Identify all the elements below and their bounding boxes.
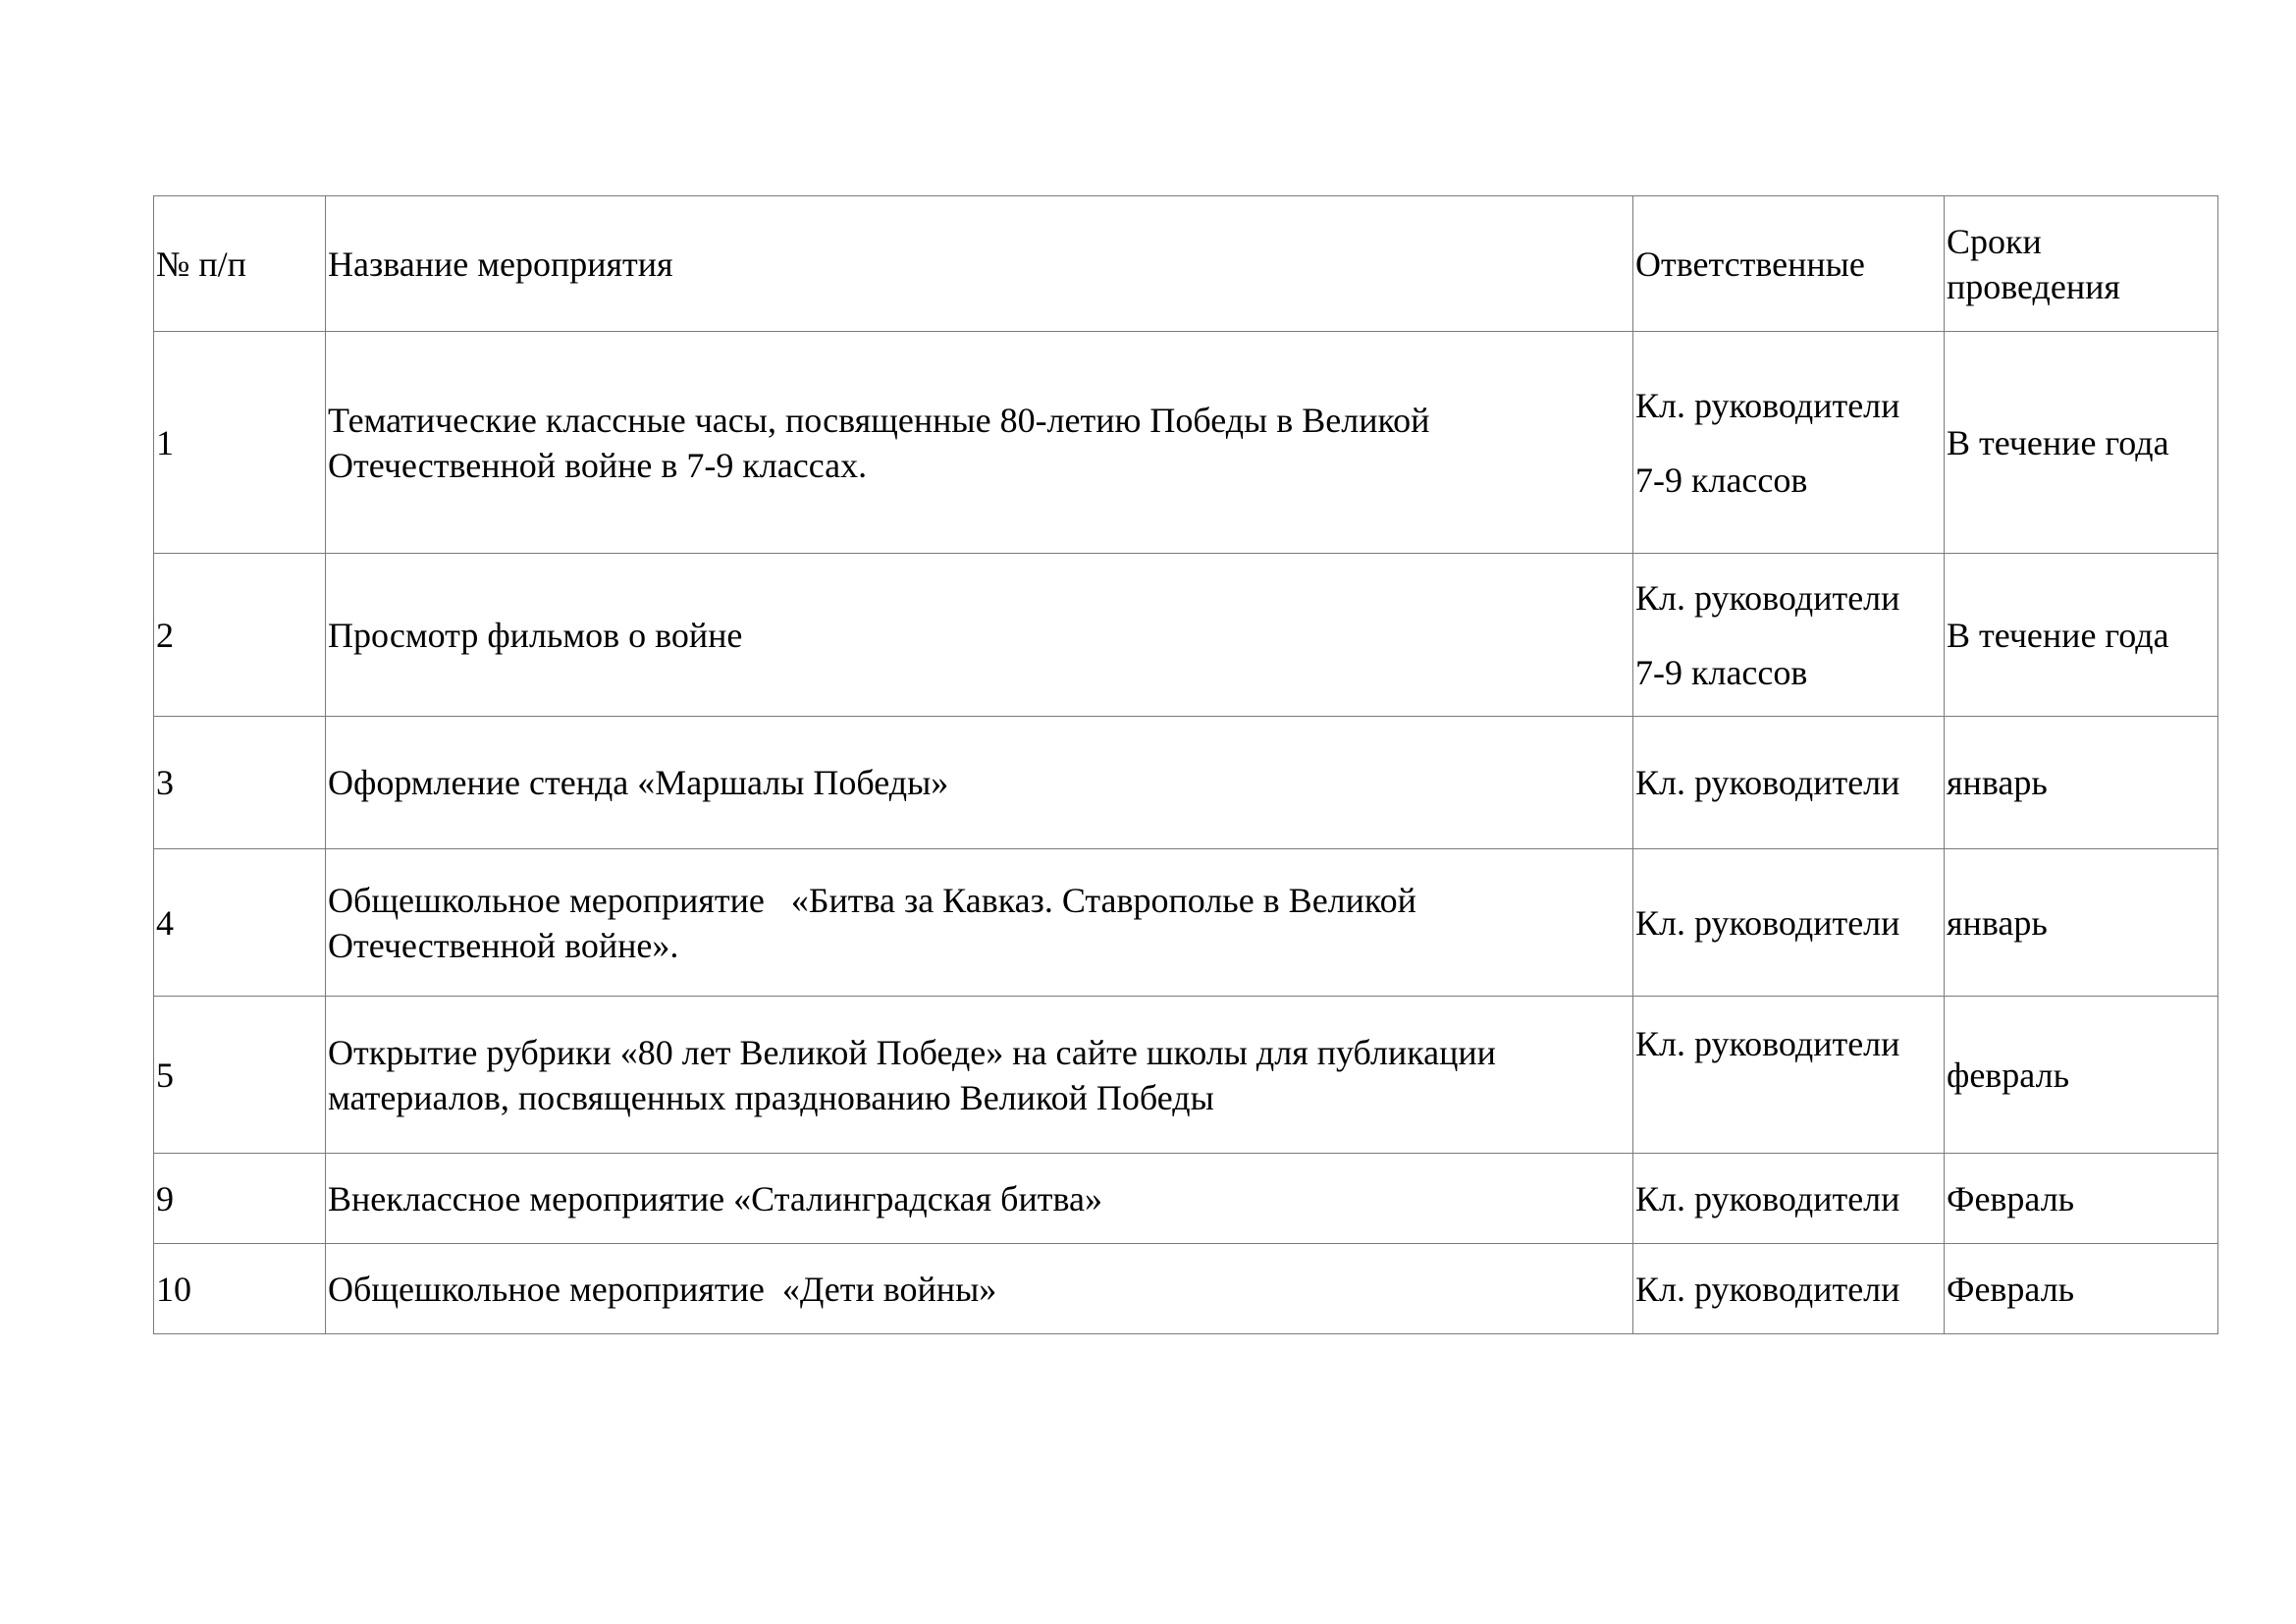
cell-dates: В течение года xyxy=(1945,554,2218,717)
cell-name: Просмотр фильмов о войне xyxy=(326,554,1633,717)
cell-num: 4 xyxy=(154,849,326,997)
cell-responsible xyxy=(1633,554,1945,717)
responsible-line-1: Кл. руководители xyxy=(1635,1023,1900,1063)
header-dates-text: Сроки проведения xyxy=(1947,221,2120,306)
table-header-row xyxy=(154,196,2218,332)
cell-num: 9 xyxy=(154,1154,326,1244)
table-row xyxy=(154,1154,2218,1244)
cell-num: 3 xyxy=(154,717,326,849)
cell-name: Тематические классные часы, посвященные 80-летию Победы в Великой Отечественной войне в 7-9 классах. xyxy=(326,332,1633,554)
cell-name: Общешкольное мероприятие «Битва за Кавказ. Ставрополье в Великой Отечественной войне». xyxy=(326,849,1633,997)
table-row xyxy=(154,332,2218,554)
cell-responsible xyxy=(1633,332,1945,554)
cell-name: Внеклассное мероприятие «Сталинградская битва» xyxy=(326,1154,1633,1244)
cell-dates: Февраль xyxy=(1945,1154,2218,1244)
table-row xyxy=(154,1244,2218,1334)
cell-dates: январь xyxy=(1945,849,2218,997)
cell-responsible: Кл. руководители xyxy=(1633,717,1945,849)
responsible-line-2: 7-9 классов xyxy=(1635,460,1808,500)
table-row xyxy=(154,717,2218,849)
table-row xyxy=(154,849,2218,997)
cell-dates: Февраль xyxy=(1945,1244,2218,1334)
header-name: Название мероприятия xyxy=(326,196,1633,332)
header-responsible: Ответственные xyxy=(1633,196,1945,332)
cell-dates: февраль xyxy=(1945,997,2218,1154)
cell-num: 1 xyxy=(154,332,326,554)
events-table xyxy=(153,195,2218,1334)
header-dates xyxy=(1945,196,2218,332)
cell-num: 5 xyxy=(154,997,326,1154)
responsible-line-1: Кл. руководители xyxy=(1635,577,1900,618)
cell-name: Открытие рубрики «80 лет Великой Победе» на сайте школы для публикации материалов, посвященных празднованию Великой Победы xyxy=(326,997,1633,1154)
table-row xyxy=(154,997,2218,1154)
cell-name: Оформление стенда «Маршалы Победы» xyxy=(326,717,1633,849)
cell-responsible: Кл. руководители xyxy=(1633,849,1945,997)
cell-name: Общешкольное мероприятие «Дети войны» xyxy=(326,1244,1633,1334)
header-num: № п/п xyxy=(154,196,326,332)
cell-responsible xyxy=(1633,997,1945,1154)
cell-num: 2 xyxy=(154,554,326,717)
cell-num: 10 xyxy=(154,1244,326,1334)
cell-dates: В течение года xyxy=(1945,332,2218,554)
cell-responsible: Кл. руководители xyxy=(1633,1244,1945,1334)
responsible-line-1: Кл. руководители xyxy=(1635,385,1900,425)
cell-responsible: Кл. руководители xyxy=(1633,1154,1945,1244)
cell-dates: январь xyxy=(1945,717,2218,849)
table-row xyxy=(154,554,2218,717)
responsible-line-2: 7-9 классов xyxy=(1635,652,1808,692)
